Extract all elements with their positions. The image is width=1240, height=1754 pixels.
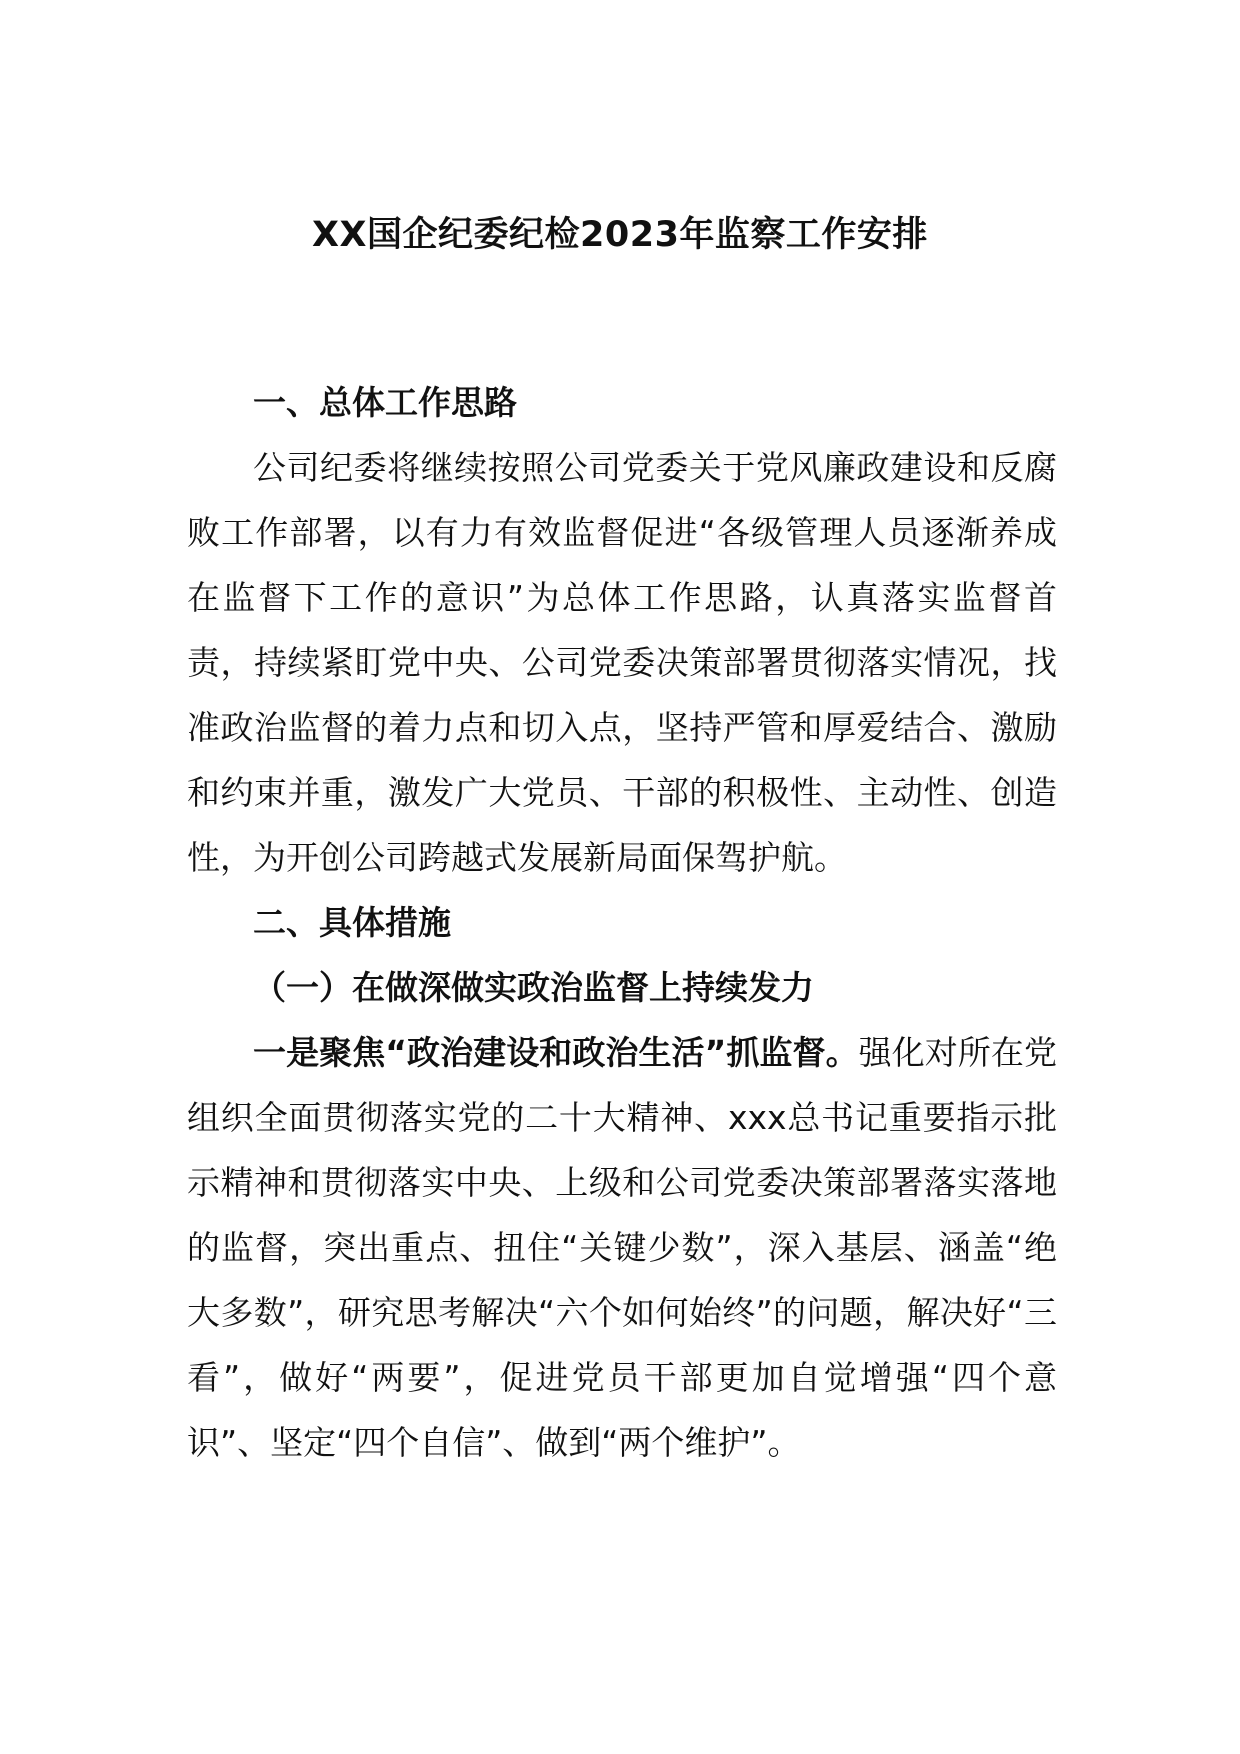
section-paragraph-overall-approach: 公司纪委将继续按照公司党委关于党风廉政建设和反腐败工作部署，以有力有效监督促进“各级管理人员逐渐养成在监督下工作的意识”为总体工作思路，认真落实监督首责，持续紧盯党中央、公司党委决策部署贯彻落实情况，找准政治监督的着力点和切入点，坚持严管和厚爱结合、激励和约束并重，激发广大党员、干部的积极性、主动性、创造性，为开创公司跨越式发展新局面保驾护航。 xyxy=(187,448,1057,877)
section-heading-overall-approach: 一、总体工作思路 xyxy=(253,383,517,422)
measure-item-1-lead: 一是聚焦“政治建设和政治生活”抓监督。 xyxy=(253,1033,859,1072)
subsection-heading-political-supervision: （一）在做深做实政治监督上持续发力 xyxy=(253,968,814,1007)
section-heading-specific-measures: 二、具体措施 xyxy=(253,903,451,942)
measure-item-1 xyxy=(187,1020,1057,1475)
document-title: XX国企纪委纪检2023年监察工作安排 xyxy=(312,215,928,255)
document-body xyxy=(187,370,1057,1475)
measure-item-1-text: 强化对所在党组织全面贯彻落实党的二十大精神、xxx总书记重要指示批示精神和贯彻落实中央、上级和公司党委决策部署落实落地的监督，突出重点、扭住“关键少数”，深入基层、涵盖“绝大多数”，研究思考解决“六个如何始终”的问题，解决好“三看”，做好“两要”，促进党员干部更加自觉增强“四个意识”、坚定“四个自信”、做到“两个维护”。 xyxy=(187,1033,1057,1462)
